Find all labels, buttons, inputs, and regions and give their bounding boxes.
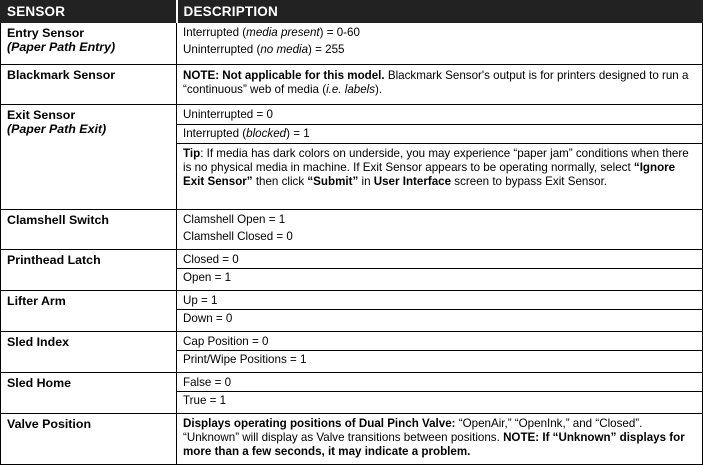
description-cell <box>177 373 703 414</box>
description-line: Interrupted (media present) = 0-60 <box>183 26 360 39</box>
description-line: Open = 1 <box>177 268 702 286</box>
sensor-name: Printhead Latch <box>7 253 101 267</box>
description-cell <box>177 65 703 105</box>
sensor-cell <box>1 332 177 373</box>
sensor-cell <box>1 414 177 465</box>
table-header-row <box>1 1 703 23</box>
table-row <box>1 332 703 373</box>
description-cell <box>177 23 703 65</box>
table-row <box>1 373 703 414</box>
description-line: Up = 1 <box>183 294 218 307</box>
table-row <box>1 414 703 465</box>
sensor-name: Blackmark Sensor <box>7 68 116 82</box>
sensor-sub-label: (Paper Path Entry) <box>7 40 116 54</box>
table-row <box>1 291 703 332</box>
table-row <box>1 210 703 250</box>
description-cell <box>177 250 703 291</box>
description-tip: Tip: If media has dark colors on underside, you may experience “paper jam” conditions when there is no physical media in machine. If Exit Sensor appears to be operating normally, select “Ignore Exit Sensor” then click “Submit” in User Interface screen to bypass Exit Sensor. <box>177 143 702 190</box>
table-row <box>1 105 703 210</box>
description-line: True = 1 <box>177 391 702 409</box>
description-line: Uninterrupted (no media) = 255 <box>183 43 345 56</box>
table-row <box>1 65 703 105</box>
description-line: Clamshell Closed = 0 <box>183 230 293 243</box>
description-cell <box>177 210 703 250</box>
column-header-sensor: SENSOR <box>1 1 177 23</box>
description-line: Cap Position = 0 <box>183 335 269 348</box>
sensor-name: Lifter Arm <box>7 294 66 308</box>
description-cell <box>177 105 703 210</box>
description-line: Displays operating positions of Dual Pinch Valve: “OpenAir,” “OpenInk,” and “Closed”. “Unknown” will display as Valve transitions between positions. NOTE: If “Unknown” displays for more than a few seconds, it may indicate a problem. <box>183 417 685 458</box>
sensor-cell <box>1 250 177 291</box>
description-line: Interrupted (blocked) = 1 <box>177 124 702 143</box>
sensor-name: Valve Position <box>7 417 92 431</box>
table-row <box>1 23 703 65</box>
column-header-description: DESCRIPTION <box>177 1 703 23</box>
sensor-cell <box>1 65 177 105</box>
description-line: Down = 0 <box>177 309 702 327</box>
sensor-name: Entry Sensor <box>7 26 85 40</box>
description-cell <box>177 414 703 465</box>
sensor-cell <box>1 291 177 332</box>
sensor-name: Sled Home <box>7 376 72 390</box>
sensor-cell <box>1 23 177 65</box>
sensor-cell <box>1 210 177 250</box>
sensor-name: Clamshell Switch <box>7 213 109 227</box>
description-cell <box>177 291 703 332</box>
sensor-cell <box>1 373 177 414</box>
table-row <box>1 250 703 291</box>
description-cell <box>177 332 703 373</box>
description-line: Closed = 0 <box>183 253 239 266</box>
description-line: False = 0 <box>183 376 232 389</box>
sensor-name: Exit Sensor <box>7 108 76 122</box>
description-line: Uninterrupted = 0 <box>183 108 273 121</box>
sensor-cell <box>1 105 177 210</box>
sensor-sub-label: (Paper Path Exit) <box>7 122 107 136</box>
description-line: NOTE: Not applicable for this model. Blackmark Sensor's output is for printers designed to run a “continuous” web of media (i.e. labels). <box>183 69 689 96</box>
sensor-name: Sled Index <box>7 335 69 349</box>
description-line: Clamshell Open = 1 <box>183 213 286 226</box>
description-line: Print/Wipe Positions = 1 <box>177 350 702 368</box>
